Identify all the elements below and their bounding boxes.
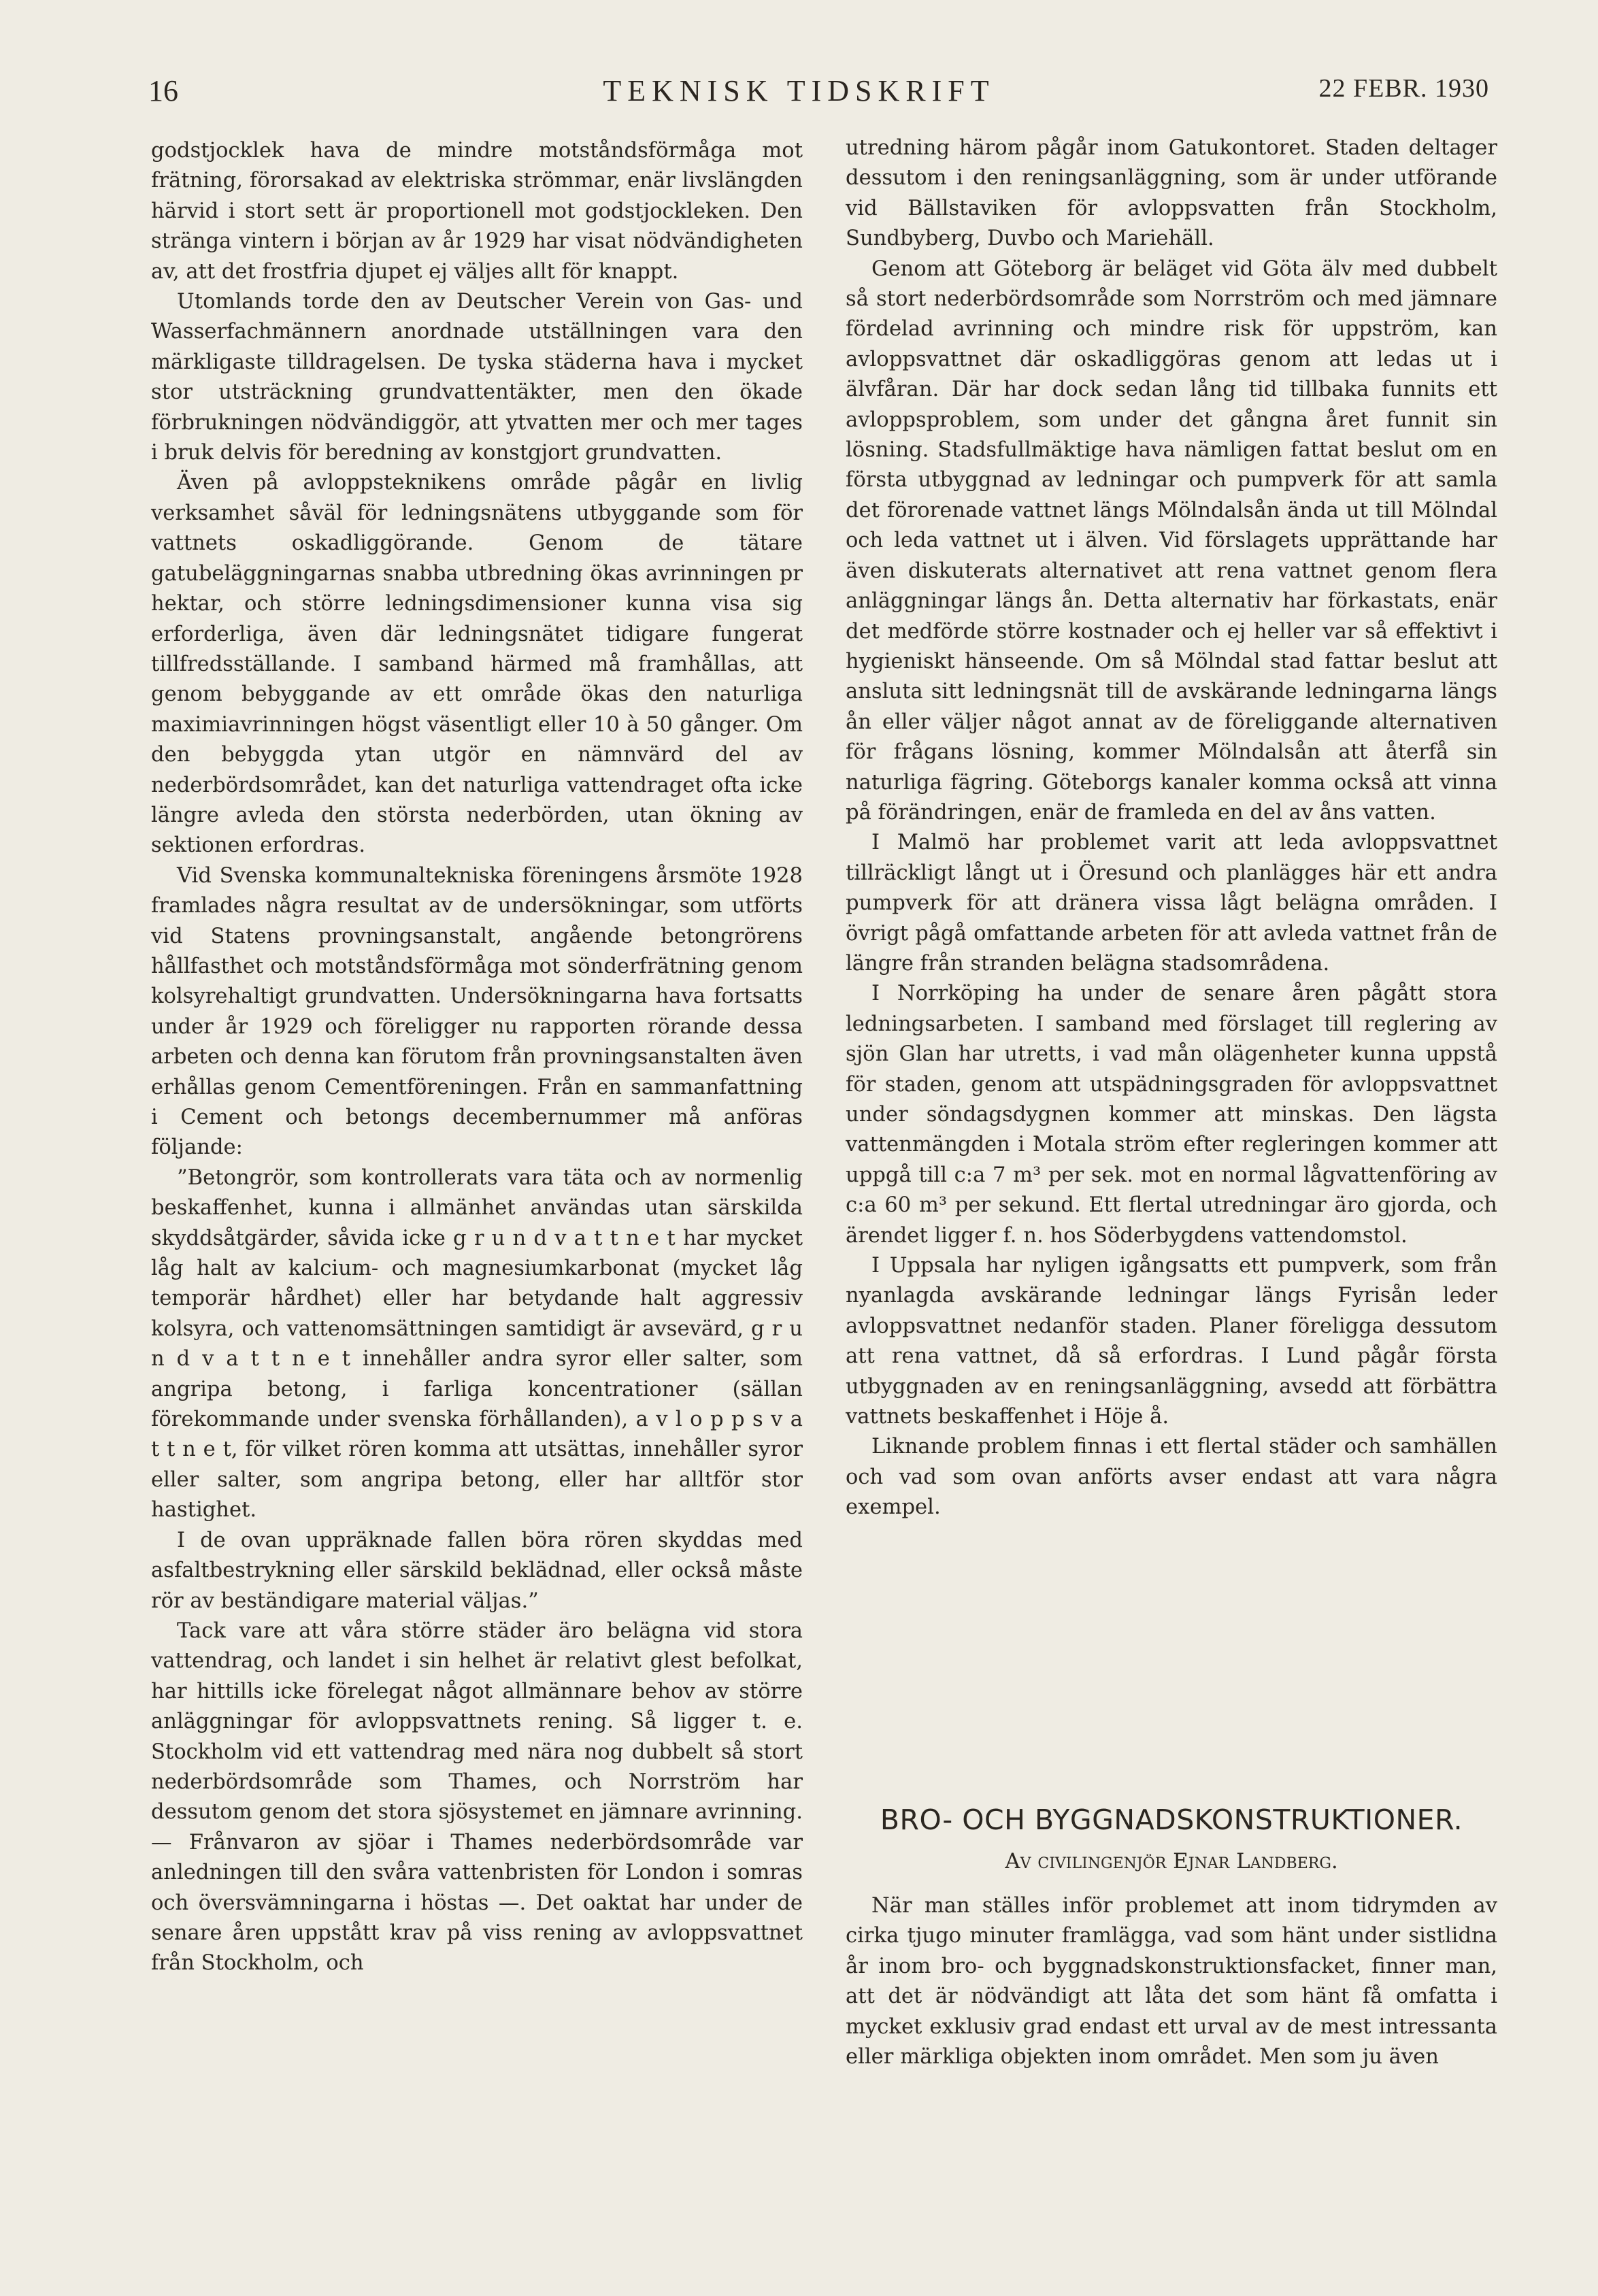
- paragraph: När man ställes inför problemet att inom tidrymden av cirka tjugo minuter framlägga, vad som hänt under sistlidna år inom bro- och byggnadskonstruktionsfacket, finner man, att det är nödvändigt att låta det som hänt få omfatta i mycket exklusiv grad endast ett urval av de mest intressanta eller märkliga objekten inom området. Men som ju även: [846, 1894, 1497, 2069]
- page-number: 16: [148, 74, 178, 107]
- paragraph: godstjocklek hava de mindre motståndsförmåga mot frätning, förorsakad av elektriska strömmar, enär livslängden härvid i stort sett är proportionell mot godstjockleken. Den stränga vintern i början av år 1929 har visat nödvändigheten av, att det frostfria djupet ej väljes allt för knappt.: [151, 139, 803, 284]
- paragraph: Utomlands torde den av Deutscher Verein von Gas- und Wasserfachmännern anordnade utställningen vara den märkligaste tilldragelsen. De tyska städerna hava i mycket stor utsträckning grundvattentäkter, men den ökade förbrukningen nödvändiggör, att ytvatten mer och mer tages i bruk delvis för beredning av konstgjort grundvatten.: [151, 290, 803, 465]
- paragraph: Genom att Göteborg är beläget vid Göta älv med dubbelt så stort nederbördsområde som Norrström och med jämnare fördelad avrinning och mindre risk för uppström, kan avloppsvattnet där oskadliggöras genom att ledas ut i älvfåran. Där har dock sedan lång tid tillbaka funnits ett avloppsproblem, som under det gångna året funnit sin lösning. Stadsfullmäktige hava nämligen fattat beslut om en första utbyggnad av ledningar och pumpverk för att samla det förorenade vattnet längs Mölndalsån ända ut till Mölndal och leda vattnet ut i älven. Vid förslagets upprättande har även diskuterats alternativet att rena vattnet genom flera anläggningar längs ån. Detta alternativ har förkastats, enär det medförde större kostnader och ej heller var så effektivt i hygieniskt hänseende. Om så Mölndal stad fattar beslut att ansluta sitt ledningsnät till de avskärande ledningarna längs ån eller väljer något annat av de föreliggande alternativen för frågans lösning, kommer Mölndalsån att återfå sin naturliga fägring. Göteborgs kanaler komma också att vinna på förändringen, enär de framleda en del av åns vatten.: [846, 256, 1497, 825]
- paragraph: I de ovan uppräknade fallen böra rören skyddas med asfaltbestrykning eller särskild beklädnad, eller också måste rör av beständigare material väljas.”: [151, 1528, 803, 1613]
- paragraph: I Malmö har problemet varit att leda avloppsvattnet tillräckligt långt ut i Öresund och planlägges här ett andra pumpverk för att dränera vissa lågt belägna områden. I övrigt pågå omfattande arbeten för att avleda vattnet från de längre från stranden belägna stadsområdena.: [846, 831, 1497, 976]
- paragraph: I Uppsala har nyligen igångsatts ett pumpverk, som från nyanlagda avskärande ledningar längs Fyrisån leder avloppsvattnet nedanför staden. Planer föreligga dessutom att rena vattnet, då så erfordras. I Lund pågår första utbyggnaden av en reningsanläggning, avsedd att förbättra vattnets beskaffenhet i Höje å.: [846, 1254, 1497, 1429]
- article-byline: Av civilingenjör Ejnar Landberg.: [1005, 1849, 1338, 1874]
- article-body: [846, 1891, 1497, 2072]
- paragraph: ”Betongrör, som kontrollerats vara täta och av normenlig beskaffenhet, kunna i allmänhet användas utan särskilda skyddsåtgärder, såvida icke g r u n d v a t t n e t har mycket låg halt av kalcium- och magnesiumkarbonat (mycket låg temporär hårdhet) eller har betydande halt aggressiv kolsyra, och vattenomsättningen samtidigt är avsevärd, g r u n d v a t t n e t innehåller andra syror eller salter, som angripa betong, i farliga koncentrationer (sällan förekommande under svenska förhållanden), a v l o p p s v a t t n e t, för vilket rören komma att utsättas, innehåller syror eller salter, som angripa betong, eller har alltför stor hastighet.: [151, 1165, 803, 1523]
- journal-title: TEKNISK TIDSKRIFT: [603, 74, 995, 107]
- paragraph: Liknande problem finnas i ett flertal städer och samhällen och vad som ovan anförts avser endast att vara några exempel.: [846, 1435, 1497, 1520]
- paragraph: Även på avloppsteknikens område pågår en livlig verksamhet såväl för ledningsnätens utbyggande som för vattnets oskadliggörande. Genom de tätare gatubeläggningarnas snabba utbredning ökas avrinningen pr hektar, och större ledningsdimensioner kunna visa sig erforderliga, även där ledningsnätet tidigare fungerat tillfredsställande. I samband härmed må framhållas, att genom bebyggande av ett område ökas den naturliga maximiavrinningen högst väsentligt eller 10 à 50 gånger. Om den bebyggda ytan utgör en nämnvärd del av nederbördsområdet, kan det naturliga vattendraget ofta icke längre avleda den största nederbörden, utan ökning av sektionen erfordras.: [151, 471, 803, 858]
- left-column: [151, 136, 803, 1979]
- paragraph: Vid Svenska kommunaltekniska föreningens årsmöte 1928 framlades några resultat av de undersökningar, som utförts vid Statens provningsanstalt, angående betongrörens hållfasthet och motståndsförmåga mot sönderfrätning genom kolsyrehaltigt grundvatten. Undersökningarna hava fortsatts under år 1929 och föreligger nu rapporten rörande dessa arbeten och denna kan förutom från provningsanstalten även erhållas genom Cementföreningen. Från en sammanfattning i Cement och betongs decembernummer må anföras följande:: [151, 863, 803, 1160]
- paragraph: utredning härom pågår inom Gatukontoret. Staden deltager dessutom i den reningsanläggning, som är under utförande vid Bällstaviken för avloppsvatten från Stockholm, Sundbyberg, Duvbo och Mariehäll.: [846, 136, 1497, 251]
- right-column: [846, 133, 1497, 1523]
- article-section: [846, 1803, 1497, 2072]
- article-title: BRO- OCH BYGGNADSKONSTRUKTIONER.: [880, 1803, 1463, 1836]
- issue-date: 22 FEBR. 1930: [1318, 74, 1489, 103]
- paragraph: Tack vare att våra större städer äro belägna vid stora vattendrag, och landet i sin helhet är relativt glest befolkat, har hittills icke förelegat något allmännare behov av större anläggningar för avloppsvattnets rening. Så ligger t. e. Stockholm vid ett vattendrag med nära nog dubbelt så stort nederbördsområde som Thames, och Norrström har dessutom genom det stora sjösystemet en jämnare avrinning. — Frånvaron av sjöar i Thames nederbördsområde var anledningen till den svåra vattenbristen för London i somras och översvämningarna i höstas —. Det oaktat har under de senare åren uppstått krav på viss rening av avloppsvattnet från Stockholm, och: [151, 1618, 803, 1976]
- paragraph: I Norrköping ha under de senare åren pågått stora ledningsarbeten. I samband med förslaget till reglering av sjön Glan har utretts, i vad mån olägenheter kunna uppstå för staden, genom att utspädningsgraden för avloppsvattnet under söndagsdygnen kommer att minskas. Den lägsta vattenmängden i Motala ström efter regleringen kommer att uppgå till c:a 7 m³ per sek. mot en normal lågvattenföring av c:a 60 m³ per sekund. Ett flertal utredningar äro gjorda, och ärendet ligger f. n. hos Söderbygdens vattendomstol.: [846, 982, 1497, 1248]
